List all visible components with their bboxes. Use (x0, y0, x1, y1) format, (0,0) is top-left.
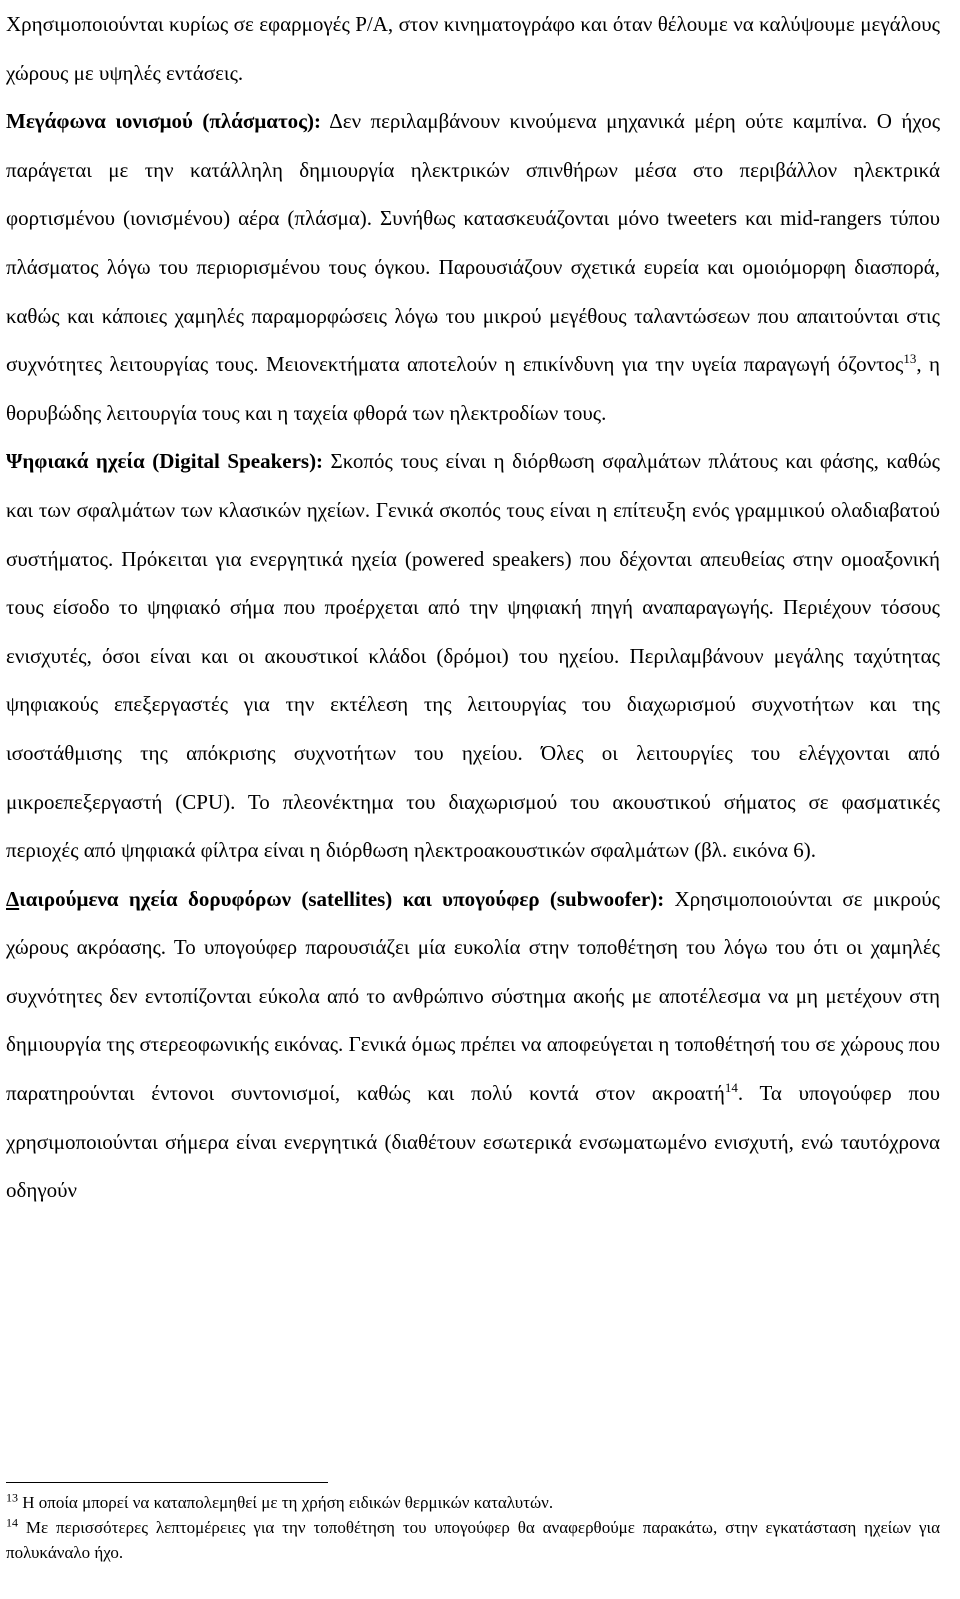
document-body (6, 0, 940, 1215)
intro-paragraph (6, 0, 940, 97)
footnote-13-text: Η οποία μπορεί να καταπολεμηθεί με τη χρήση ειδικών θερμικών καταλυτών. (18, 1493, 554, 1512)
digital-paragraph (6, 437, 940, 874)
footnotes (6, 1490, 940, 1565)
digital-text: Σκοπός τους είναι η διόρθωση σφαλμάτων πλάτους και φάσης, καθώς και των σφαλμάτων των κλασικών ηχείων. Γενικά σκοπός τους είναι η επίτευξη ενός γραμμικού ολαδιαβατού συστήματος. Πρόκειται για ενεργητικά ηχεία (powered speakers) που δέχονται απευθείας στην ομοαξονική τους είσοδο το ψηφιακό σήμα που προέρχεται από την ψηφιακή πηγή αναπαραγωγής. Περιέχουν τόσους ενισχυτές, όσοι είναι και οι ακουστικοί κλάδοι (δρόμοι) του ηχείου. Περιλαμβάνουν μεγάλης ταχύτητας ψηφιακούς επεξεργαστές για την εκτέλεση της λειτουργίας του διαχωρισμού συχνοτήτων και της ισοστάθμισης της απόκρισης συχνοτήτων του ηχείου. Όλες οι λειτουργίες του ελέγχονται από μικροεπεξεργαστή (CPU). Το πλεονέκτημα του διαχωρισμού του ακουστικού σήματος σε φασματικές περιοχές από ψηφιακά φίλτρα είναι η διόρθωση ηλεκτροακουστικών σφαλμάτων (βλ. εικόνα 6). (6, 449, 940, 863)
footnote-13 (6, 1490, 940, 1515)
satellites-heading (6, 887, 664, 911)
footnote-13-number: 13 (6, 1490, 18, 1505)
footnote-14-number: 14 (6, 1515, 18, 1530)
satellites-text-b: . Τα υπογούφερ που χρησιμοποιούνται σήμερα είναι ενεργητικά (διαθέτουν εσωτερικά ενσωματωμένο ενισχυτή, ενώ ταυτόχρονα οδηγούν (6, 1081, 940, 1203)
satellites-paragraph (6, 875, 940, 1215)
satellites-heading-initial: Δ (6, 886, 20, 911)
plasma-heading: Μεγάφωνα ιονισμού (πλάσματος): (6, 109, 321, 134)
footnote-separator (6, 1482, 328, 1483)
plasma-text-b: , η θορυβώδης λειτουργία τους και η ταχεία φθορά των ηλεκτροδίων τους. (6, 352, 941, 425)
intro-text: Χρησιμοποιούνται κυρίως σε εφαρμογές P/A, στον κινηματογράφο και όταν θέλουμε να καλύψουμε μεγάλους χώρους με υψηλές εντάσεις. (6, 12, 940, 85)
footnote-ref-13[interactable]: 13 (903, 351, 917, 367)
footnote-14 (6, 1515, 940, 1565)
digital-heading: Ψηφιακά ηχεία (Digital Speakers): (6, 449, 324, 474)
plasma-text-a: Δεν περιλαμβάνουν κινούμενα μηχανικά μέρη ούτε καμπίνα. Ο ήχος παράγεται με την κατάλληλη δημιουργία ηλεκτρικών σπινθήρων μέσα στο περιβάλλον ηλεκτρικά φορτισμένου (ιονισμένου) αέρα (πλάσμα). Συνήθως κατασκευάζονται μόνο tweeters και mid-rangers τύπου πλάσματος λόγω του περιορισμένου τους όγκου. Παρουσιάζουν σχετικά ευρεία και ομοιόμορφη διασπορά, καθώς και κάποιες χαμηλές παραμορφώσεις λόγω του μικρού μεγέθους ταλαντώσεων που απαιτούνται στις συχνότητες λειτουργίας τους. Μειονεκτήματα αποτελούν η επικίνδυνη για την υγεία παραγωγή όζοντος (6, 109, 941, 377)
footnote-ref-14[interactable]: 14 (724, 1080, 738, 1096)
satellites-heading-rest: ιαιρούμενα ηχεία δορυφόρων (satellites) και υπογούφερ (subwoofer): (19, 886, 665, 911)
footnote-14-text: Με περισσότερες λεπτομέρειες για την τοποθέτηση του υπογούφερ θα αναφερθούμε παρακάτω, στην εγκατάσταση ηχείων για πολυκάναλο ήχο. (6, 1518, 940, 1562)
satellites-text-a: Χρησιμοποιούνται σε μικρούς χώρους ακρόασης. Το υπογούφερ παρουσιάζει μία ευκολία στην τοποθέτηση του λόγω του ότι οι χαμηλές συχνότητες δεν εντοπίζονται εύκολα από το ανθρώπινο σύστημα ακοής με αποτέλεσμα να μη μετέχουν στη δημιουργία της στερεοφωνικής εικόνας. Γενικά όμως πρέπει να αποφεύγεται η τοποθέτησή του σε χώρους που παρατηρούνται έντονοι συντονισμοί, καθώς και πολύ κοντά στον ακροατή (6, 886, 940, 1106)
plasma-paragraph (6, 97, 940, 437)
